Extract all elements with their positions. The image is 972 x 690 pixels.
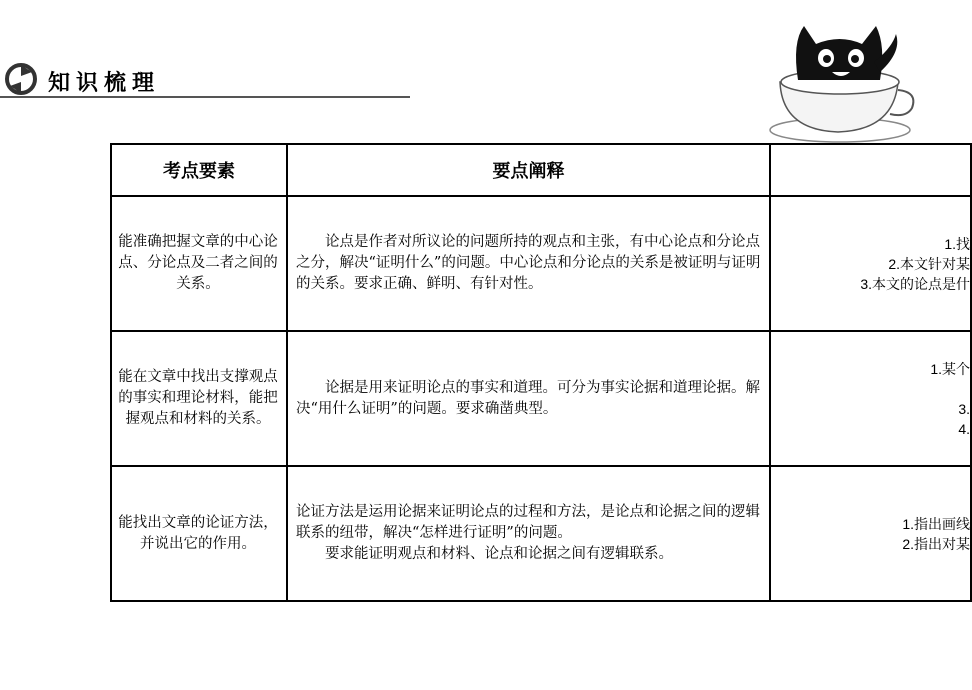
table-cell bbox=[770, 466, 971, 601]
example-line: 3.本文的论点是什 bbox=[860, 275, 970, 292]
explanation-text: 论据是用来证明论点的事实和道理。可分为事实论据和道理论据。解决“用什么证明”的问题。要求确凿典型。 bbox=[296, 379, 760, 417]
explanation-text: 论证方法是运用论据来证明论点的过程和方法，是论点和论据之间的逻辑联系的纽带，解决“怎样进行证明”的问题。 bbox=[296, 504, 760, 541]
example-line: 1.找 bbox=[944, 235, 970, 252]
knowledge-table bbox=[110, 143, 972, 602]
example-line bbox=[771, 379, 970, 399]
section-title: 知识梳理 bbox=[48, 71, 161, 96]
table-cell bbox=[770, 331, 971, 466]
table-header-row bbox=[111, 144, 971, 196]
table-cell bbox=[287, 331, 770, 466]
exam-point-text: 能在文章中找出支撑观点的事实和理论材料，能把握观点和材料的关系。 bbox=[118, 369, 278, 427]
table-row bbox=[111, 196, 971, 331]
cat-in-teacup-illustration bbox=[752, 12, 920, 152]
column-header-example bbox=[770, 144, 971, 196]
table-cell bbox=[287, 466, 770, 601]
example-line: 4. bbox=[958, 420, 970, 437]
column-header-explanation: 要点阐释 bbox=[287, 144, 770, 196]
exam-point-text: 能准确把握文章的中心论点、分论点及二者之间的关系。 bbox=[118, 234, 278, 292]
example-line: 2.本文针对某 bbox=[888, 255, 970, 272]
refresh-arrow-icon bbox=[4, 62, 38, 96]
table-row bbox=[111, 466, 971, 601]
explanation-text: 要求能证明观点和材料、论点和论据之间有逻辑联系。 bbox=[325, 546, 673, 562]
example-line: 3. bbox=[958, 400, 970, 417]
example-line: 1.某个 bbox=[930, 360, 970, 377]
table-cell bbox=[111, 331, 287, 466]
example-line: 2.指出对某 bbox=[902, 535, 970, 552]
column-header-exam-point: 考点要素 bbox=[111, 144, 287, 196]
table-cell bbox=[111, 196, 287, 331]
exam-point-text: 能找出文章的论证方法，并说出它的作用。 bbox=[118, 514, 278, 552]
example-line: 1.指出画线 bbox=[902, 515, 970, 532]
table-cell bbox=[287, 196, 770, 331]
table-row bbox=[111, 331, 971, 466]
header-divider bbox=[0, 96, 410, 98]
section-header bbox=[0, 58, 410, 100]
table-cell bbox=[111, 466, 287, 601]
table-cell bbox=[770, 196, 971, 331]
explanation-text: 论点是作者对所议论的问题所持的观点和主张，有中心论点和分论点之分，解决“证明什么”的问题。中心论点和分论点的关系是被证明与证明的关系。要求正确、鲜明、有针对性。 bbox=[296, 234, 761, 292]
